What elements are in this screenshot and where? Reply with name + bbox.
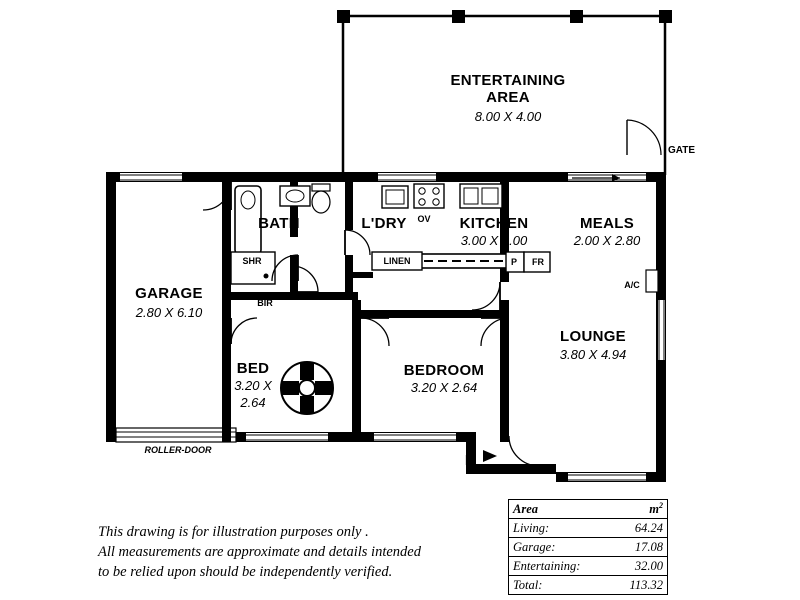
label-bath: BATH [258, 215, 300, 232]
label-bedroom: BEDROOM [403, 362, 485, 379]
cooktop-fixture [414, 184, 444, 208]
label-bed: BED [236, 360, 270, 377]
label-meals: MEALS [580, 215, 634, 232]
air-conditioner-unit [646, 270, 658, 292]
area-header-label: Area [509, 500, 611, 519]
label-roller-door: ROLLER-DOOR [144, 445, 212, 455]
area-unit-superscript: 2 [659, 501, 663, 510]
label-ac: A/C [624, 280, 640, 290]
porch-arrow [483, 450, 497, 462]
disclaimer-line-1: This drawing is for illustration purposes only . [98, 524, 369, 540]
label-bir: BIR [257, 298, 273, 308]
laundry-trough [382, 186, 408, 208]
label-garage: GARAGE [135, 285, 203, 302]
label-ldry: L'DRY [361, 215, 407, 232]
entertaining-line2: AREA [486, 89, 530, 107]
table-row [509, 538, 667, 557]
label-entertaining-area [433, 72, 583, 107]
disclaimer-text [98, 522, 421, 582]
label-pantry: P [510, 257, 517, 267]
area-row-label-garage: Garage: [509, 538, 611, 557]
label-shr: SHR [242, 256, 262, 266]
entertaining-line1: ENTERTAINING [450, 72, 566, 89]
label-bedroom-dim: 3.20 X 2.64 [410, 380, 478, 395]
toilet-fixture [312, 184, 330, 213]
table-row [509, 576, 667, 595]
label-porch: P [464, 452, 476, 469]
table-row [509, 519, 667, 538]
area-row-value-total: 113.32 [629, 577, 663, 592]
area-row-label-total: Total: [513, 577, 543, 592]
label-bed-dim-1: 3.20 X [234, 378, 272, 393]
disclaimer-line-2: All measurements are approximate and details intended [98, 544, 421, 560]
area-header-unit [611, 500, 667, 519]
label-linen: LINEN [383, 256, 411, 266]
label-kitchen-dim: 3.00 X 2.00 [460, 233, 528, 248]
area-row-value-entertaining: 32.00 [611, 557, 667, 576]
label-lounge-dim: 3.80 X 4.94 [559, 347, 627, 362]
label-gate: GATE [668, 145, 696, 156]
label-garage-dim: 2.80 X 6.10 [135, 305, 203, 320]
label-kitchen: KITCHEN [459, 215, 529, 232]
label-ov: OV [417, 214, 431, 224]
area-row-value-living: 64.24 [611, 519, 667, 538]
area-row-label-living: Living: [509, 519, 611, 538]
roller-door [116, 428, 236, 442]
area-row-label-entertaining: Entertaining: [509, 557, 611, 576]
area-row-value-garage: 17.08 [611, 538, 667, 557]
area-table [508, 499, 668, 595]
ceiling-fan [281, 362, 333, 414]
label-meals-dim: 2.00 X 2.80 [573, 233, 641, 248]
label-fridge: FR [532, 257, 544, 267]
area-unit-text: m [649, 502, 659, 517]
label-bed-dim-2: 2.64 [240, 395, 266, 410]
label-entertaining-dim: 8.00 X 4.00 [474, 109, 542, 124]
kitchen-sink [460, 184, 502, 208]
gate-swing [627, 120, 661, 155]
table-row [509, 557, 667, 576]
label-lounge: LOUNGE [560, 328, 626, 345]
basin-fixture [280, 186, 310, 206]
area-table-header-row [509, 500, 667, 519]
disclaimer-line-3: to be relied upon should be independently verified. [98, 564, 393, 580]
